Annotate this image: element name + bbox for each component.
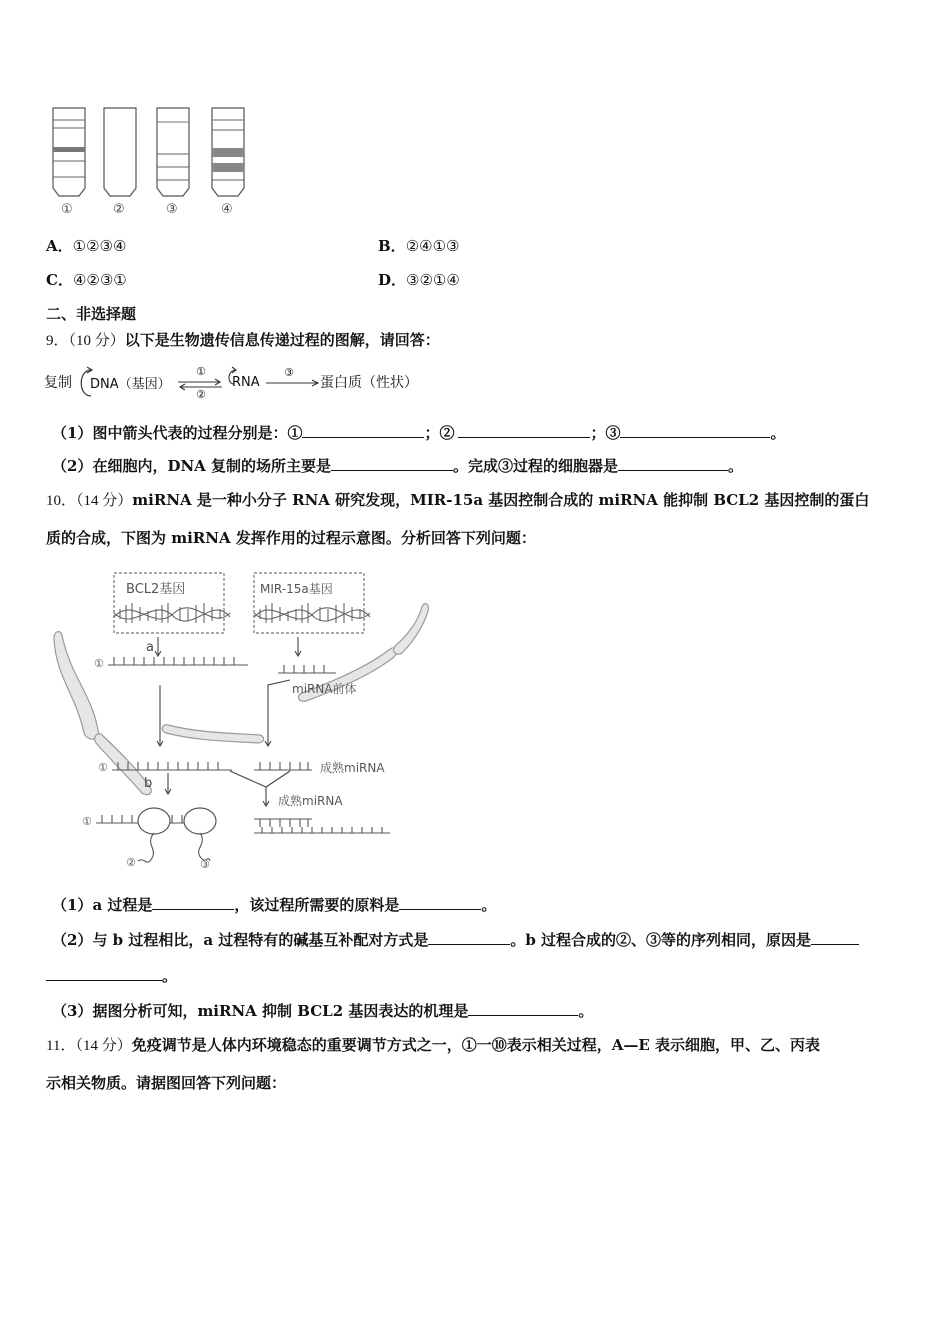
- bcl2-dna-helix: [114, 603, 230, 623]
- polypeptide-label-3: ③: [200, 858, 210, 871]
- mirna-precursor-strand: [278, 665, 336, 673]
- part-mid: 。b 过程合成的②、③等的序列相同，原因是: [510, 931, 812, 949]
- part-end: 。: [162, 967, 178, 985]
- answer-blank-4[interactable]: [331, 456, 453, 471]
- question-9-part-2: [52, 456, 743, 475]
- question-11-stem-line-1: [46, 1036, 820, 1055]
- option-b[interactable]: [378, 237, 459, 255]
- dna-gene-label: DNA（基因）: [90, 377, 171, 392]
- part-end: 。: [481, 896, 497, 914]
- option-text: ①②③④: [72, 237, 127, 255]
- part-mid: ，该过程所需要的原料是: [234, 896, 400, 914]
- question-text: 以下是生物遗传信息传递过程的图解，请回答：: [124, 331, 440, 349]
- question-text: 免疫调节是人体内环境稳态的重要调节方式之一，①一⑩表示相关过程，A—E 表示细胞，甲、乙、丙表: [131, 1036, 821, 1054]
- mrna-strand-1: [108, 657, 248, 665]
- question-11-stem-line-2: 示相关物质。请据图回答下列问题：: [46, 1074, 287, 1092]
- question-score: （10 分）: [68, 333, 125, 349]
- option-text: ②④①③: [405, 237, 460, 255]
- part-label: （1）: [52, 424, 93, 442]
- polypeptide-label-2: ②: [126, 856, 136, 869]
- question-10-stem-line-1: [46, 491, 869, 510]
- central-dogma-diagram: [44, 366, 444, 406]
- protein-label: 蛋白质（性状）: [320, 375, 418, 391]
- answer-blank-5[interactable]: [618, 456, 728, 471]
- option-letter: B．: [378, 237, 406, 255]
- question-text: miRNA 是一种小分子 RNA 研究发现，MIR-15a 基因控制合成的 miRNA 能抑制 BCL2 基因控制的蛋白: [132, 491, 870, 509]
- tube-4: [212, 108, 244, 196]
- process-arrows: [155, 637, 301, 806]
- answer-blank-8[interactable]: [428, 930, 510, 945]
- option-a[interactable]: [46, 237, 126, 255]
- part-text: 与 b 过程相比，a 过程特有的碱基互补配对方式是: [92, 931, 429, 949]
- answer-blank-1[interactable]: [302, 423, 424, 438]
- answer-blank-2[interactable]: [458, 423, 590, 438]
- mature-mirna-strand-1: [254, 762, 312, 770]
- tube-3: [157, 108, 189, 196]
- part-text: 据图分析可知，miRNA 抑制 BCL2 基因表达的机理是: [92, 1002, 469, 1020]
- answer-blank-9-continued[interactable]: [46, 966, 162, 981]
- part-end: 。: [578, 1002, 594, 1020]
- part-end: 。: [728, 457, 744, 475]
- mirna-precursor-label: miRNA前体: [292, 682, 357, 696]
- process-a-label: a: [146, 640, 154, 655]
- tube-label-2: ②: [113, 202, 125, 217]
- part-label: （2）: [52, 931, 93, 949]
- question-9-stem: [46, 331, 440, 350]
- strand-label-1: ①: [94, 657, 104, 670]
- tube-label-1: ①: [61, 202, 73, 217]
- test-tubes-figure: [40, 100, 260, 220]
- answer-blank-3[interactable]: [620, 423, 770, 438]
- ribosomes: [138, 808, 216, 834]
- option-c[interactable]: [46, 271, 127, 289]
- part-sep: ；③: [590, 424, 621, 442]
- part-label: （1）: [52, 896, 93, 914]
- answer-blank-9[interactable]: [811, 930, 859, 945]
- arrow-label-3: ③: [284, 366, 294, 379]
- question-number: 9．: [46, 333, 69, 349]
- question-number: 11．: [46, 1038, 76, 1054]
- answer-blank-10[interactable]: [468, 1001, 578, 1016]
- question-10-stem-line-2: 质的合成，下图为 miRNA 发挥作用的过程示意图。分析回答下列问题：: [46, 529, 536, 547]
- mir15a-gene-label: MIR-15a基因: [260, 582, 333, 596]
- question-number: 10．: [46, 493, 77, 509]
- option-text: ④②③①: [72, 271, 127, 289]
- part-mid: 。完成③过程的细胞器是: [453, 457, 619, 475]
- mirna-mrna-duplex: [254, 819, 390, 833]
- answer-blank-7[interactable]: [399, 895, 481, 910]
- part-text: 图中箭头代表的过程分别是：①: [92, 424, 303, 442]
- replication-label: 复制: [44, 375, 72, 391]
- tube-label-4: ④: [221, 202, 233, 217]
- mir15a-dna-helix: [254, 603, 370, 623]
- option-letter: A．: [46, 237, 73, 255]
- option-d[interactable]: [378, 271, 460, 289]
- part-text: 在细胞内，DNA 复制的场所主要是: [92, 457, 332, 475]
- part-end: 。: [770, 424, 786, 442]
- question-score: （14 分）: [75, 1038, 132, 1054]
- part-text: a 过程是: [92, 896, 153, 914]
- question-9-part-1: [52, 423, 786, 442]
- option-letter: D．: [378, 271, 407, 289]
- mature-mirna-label-2: 成熟miRNA: [278, 794, 343, 808]
- question-10-part-2-continued: [46, 966, 177, 985]
- option-letter: C．: [46, 271, 73, 289]
- mature-mirna-label-1: 成熟miRNA: [320, 761, 385, 775]
- question-10-part-3: [52, 1001, 593, 1020]
- strand-label-3: ①: [82, 815, 92, 828]
- question-score: （14 分）: [76, 493, 133, 509]
- mirna-process-figure: [40, 565, 440, 875]
- tube-1: [53, 108, 85, 196]
- question-10-part-2: [52, 930, 859, 949]
- section-title: 二、非选择题: [46, 305, 137, 323]
- strand-label-2: ①: [98, 761, 108, 774]
- part-label: （2）: [52, 457, 93, 475]
- answer-blank-6[interactable]: [152, 895, 234, 910]
- question-10-part-1: [52, 895, 496, 914]
- process-b-label: b: [144, 776, 153, 791]
- part-sep: ；②: [424, 424, 455, 442]
- tube-2: [104, 108, 136, 196]
- tube-label-3: ③: [166, 202, 178, 217]
- arrow-label-2: ②: [196, 388, 206, 401]
- part-label: （3）: [52, 1002, 93, 1020]
- bcl2-gene-label: BCL2基因: [126, 582, 186, 597]
- option-text: ③②①④: [406, 271, 460, 289]
- arrow-label-1: ①: [196, 365, 206, 378]
- rna-label: RNA: [232, 375, 260, 390]
